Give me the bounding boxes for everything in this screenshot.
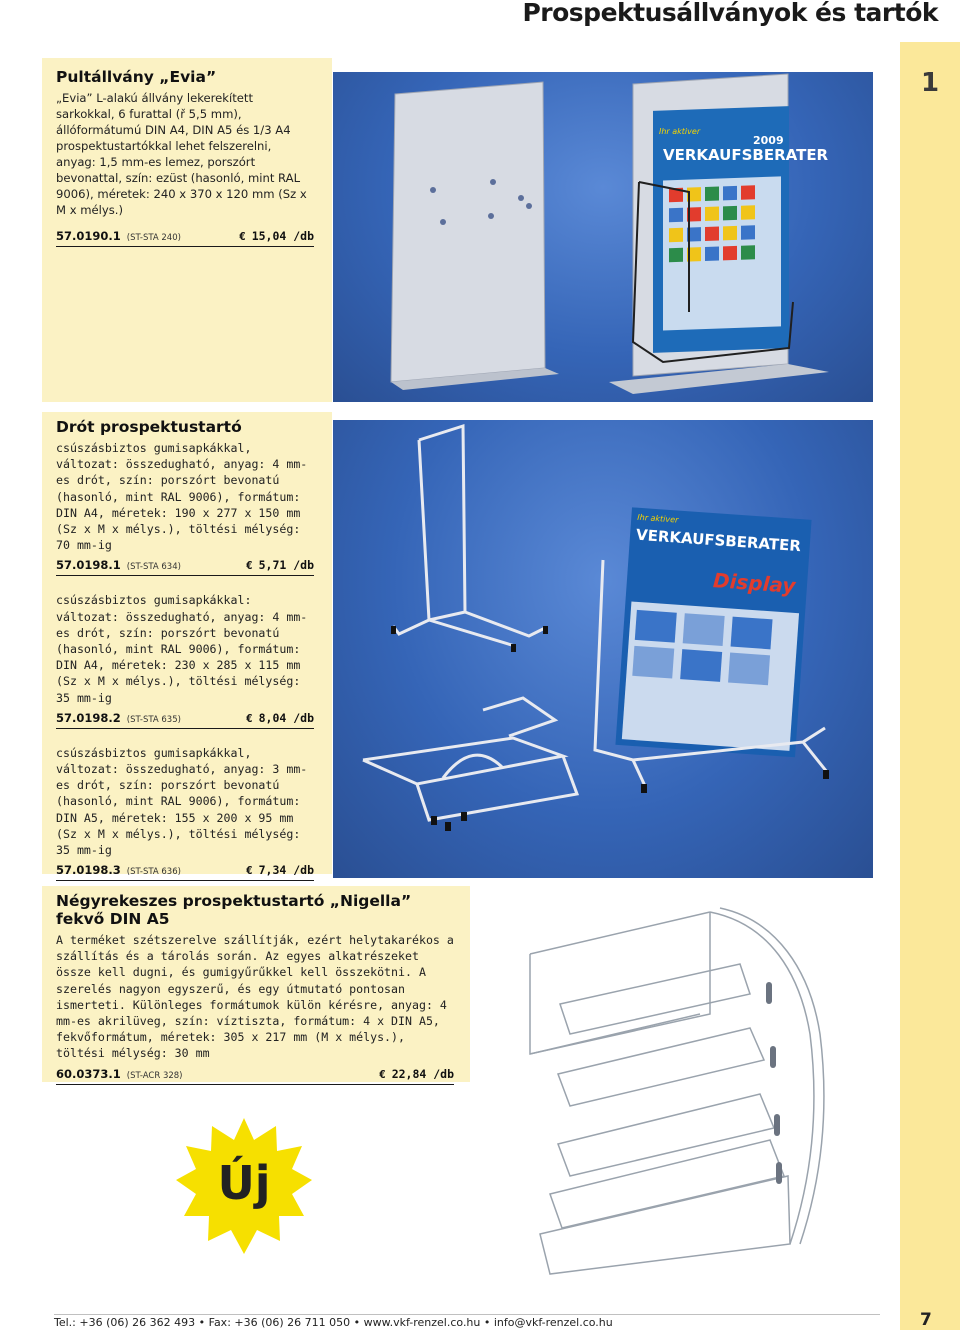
brochure-top-text: Ihr aktiver [637,512,679,525]
evia-stand-illustration [333,72,873,402]
product-evia-text [56,68,314,247]
product-code: 57.0198.2 (ST-STA 635) [56,710,181,725]
variant-1-price-row [56,557,314,576]
product-subcode: (ST-ACR 328) [126,1070,183,1081]
brochure-year-text: 2009 [753,134,784,147]
product-subcode: (ST-STA 636) [126,867,181,878]
page-header [0,0,960,30]
new-badge-text: Új [217,1156,271,1210]
product-subcode: (ST-STA 240) [126,233,181,243]
product-evia-photo [333,72,873,402]
euro-icon: € [245,559,253,573]
variant-1-description: csúszásbiztos gumisapkákkal, változat: összedugható, anyag: 4 mm-es drót, szín: porszórt bevonatú (hasonló, mint RAL 9006), formátum: DIN A4, méretek: 190 x 277 x 150 mm (Sz x M x mélys.), töltési mélység: 70 mm-ig [56,441,308,553]
euro-icon: € [379,1067,386,1081]
product-code: 57.0198.1 (ST-STA 634) [56,558,181,573]
product-evia-description: „Evia” L-alakú állvány lekerekített sarkokkal, 6 furattal (ř 5,5 mm), állóformátumú DIN A4, DIN A5 és 1/3 A4 prospektustartókkal lehet felszerelni, anyag: 1,5 mm-es lemez, porszórt bevonattal, szín: ezüst (hasonló, mint RAL 9006), méretek: 240 x 370 x 120 mm (Sz x M x mélys.) [56,91,307,217]
product-nigella-description: A terméket szétszerelve szállítják, ezért helytakarékos a szállítás és a tárolás során. Az egyes alkatrészeket össze kell dugni, és gumigyűrűkkel kell összekötni. A szerelés nagyon egyszerű, és egy útmutató pontosan ismerteti. Különleges formátumok külön kérésre, anyag: 4 mm-es akrilüveg, szín: víztiszta, formátum: 4 x DIN A5, fekvőformátum, méretek: 305 x 217 mm (M x mélys.), töltési mélység: 30 mm [56,933,454,1061]
product-price: € 15,04 /db [239,229,314,243]
euro-icon: € [245,711,253,725]
variant-3-price-row [56,862,314,881]
variant-2-price-row [56,710,314,729]
product-code: 57.0190.1 (ST-STA 240) [56,229,181,243]
product-price: € 7,34 /db [245,863,314,878]
product-nigella-title: Négyrekeszes prospektustartó „Nigella” fekvő DIN A5 [56,892,412,928]
product-nigella-photo [470,894,874,1280]
product-wire-title: Drót prospektustartó [56,418,242,436]
euro-icon: € [239,230,246,243]
brochure-top-text: Ihr aktiver [659,127,701,136]
page-number: 7 [920,1310,932,1330]
product-subcode: (ST-STA 634) [126,562,181,573]
section-sidebar [900,42,960,1330]
product-price: € 22,84 /db [379,1066,454,1081]
product-evia-price-row [56,228,314,247]
product-price: € 5,71 /db [245,558,314,573]
page-footer [0,1304,900,1332]
product-evia-title: Pultállvány „Evia” [56,68,217,86]
product-subcode: (ST-STA 635) [126,714,181,725]
acrylic-holder-illustration [470,894,874,1280]
brochure-title-text: VERKAUFSBERATER [635,525,802,556]
page-title: Prospektusállványok és tartók [522,0,938,27]
variant-2-description: csúszásbiztos gumisapkákkal: változat: összedugható, anyag: 4 mm-es drót, szín: porszórt bevonatú (hasonló, mint RAL 9006), formátum: DIN A4, méretek: 230 x 285 x 115 mm (Sz x M x mélys.), töltési mélység: 35 mm-ig [56,593,308,705]
product-code: 60.0373.1 (ST-ACR 328) [56,1066,183,1081]
euro-icon: € [245,864,253,878]
footer-contact: Tel.: +36 (06) 26 362 493 • Fax: +36 (06) 26 711 050 • www.vkf-renzel.co.hu • info@vkf-renzel.co.hu [54,1316,613,1329]
section-tab-number[interactable]: 1 [920,68,940,98]
product-wire-photo [333,420,873,878]
brochure-display-text: Display [712,568,797,598]
product-wire-text [56,418,314,881]
new-product-badge [176,1118,312,1254]
product-price: € 8,04 /db [245,710,314,725]
product-nigella-price-row [56,1066,454,1085]
product-code: 57.0198.3 (ST-STA 636) [56,863,181,878]
brochure-title-text: VERKAUFSBERATER [663,146,829,164]
wire-holder-illustration [333,420,873,878]
product-nigella-text [56,892,454,1085]
footer-divider [54,1314,880,1315]
variant-3-description: csúszásbiztos gumisapkákkal, változat: összedugható, anyag: 3 mm-es drót, szín: porszórt bevonatú (hasonló, mint RAL 9006), formátum: DIN A5, méretek: 155 x 200 x 95 mm (Sz x M x mélys.), töltési mélység: 35 mm-ig [56,745,308,858]
